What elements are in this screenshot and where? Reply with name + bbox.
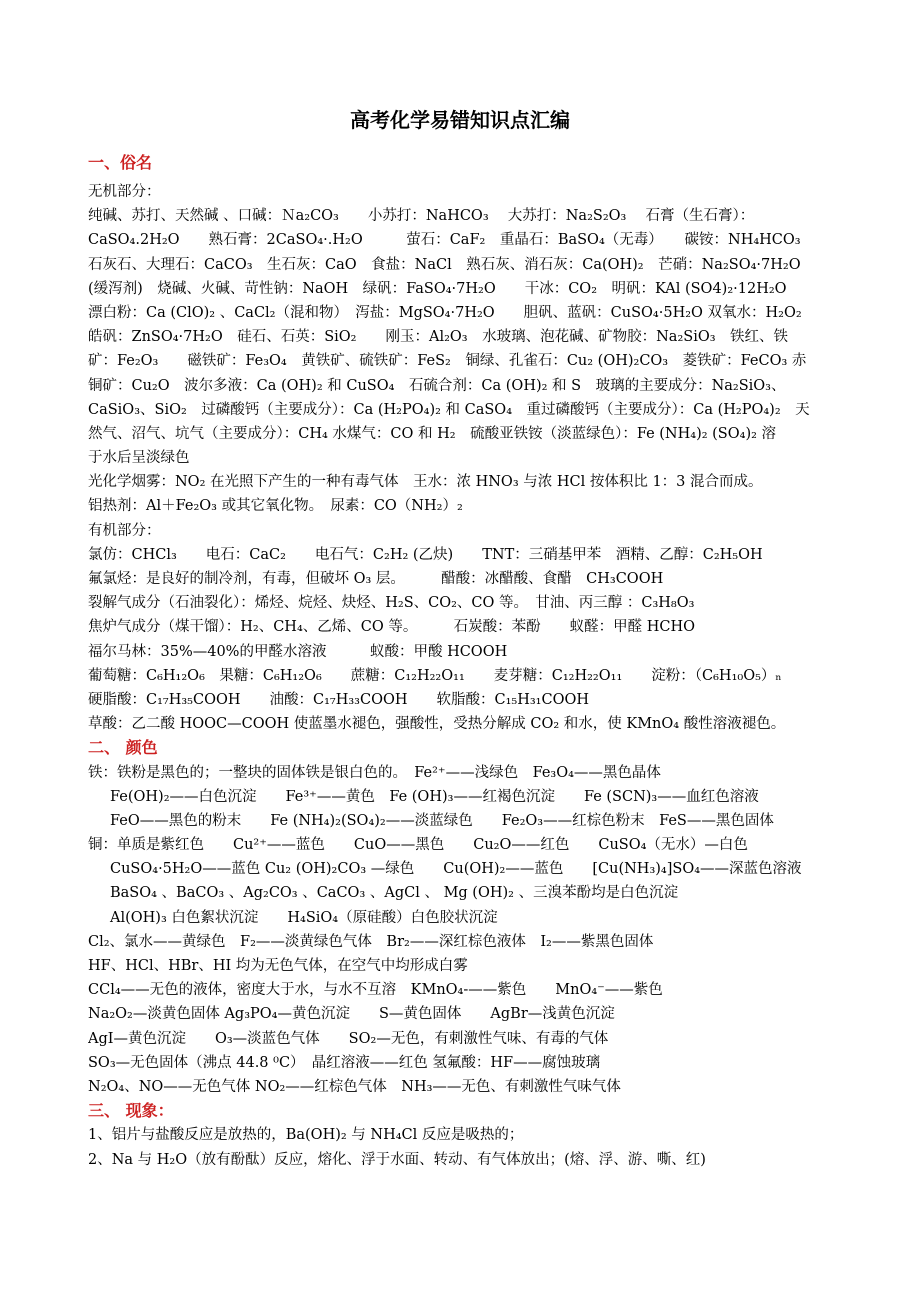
text-line: Fe(OH)₂——白色沉淀 Fe³⁺——黄色 Fe (OH)₃——红褐色沉淀 Fe (SCN)₃——血红色溶液	[110, 788, 759, 805]
text-line: 光化学烟雾：NO₂ 在光照下产生的一种有毒气体 王水：浓 HNO₃ 与浓 HCl 按体积比 1：3 混合而成。	[88, 474, 763, 491]
text-line: 铝热剂：Al＋Fe₂O₃ 或其它氧化物。 尿素：CO（NH₂）₂	[88, 498, 463, 515]
text-line: 铜矿：Cu₂O 波尔多液：Ca (OH)₂ 和 CuSO₄ 石硫合剂：Ca (OH)₂ 和 S 玻璃的主要成分：Na₂SiO₃、	[88, 377, 786, 394]
text-line: 于水后呈淡绿色	[88, 450, 190, 467]
text-line: Na₂O₂—淡黄色固体 Ag₃PO₄—黄色沉淀 S—黄色固体 AgBr—浅黄色沉淀	[88, 1006, 615, 1023]
text-line: 2、Na 与 H₂O（放有酚酞）反应，熔化、浮于水面、转动、有气体放出；(熔、浮、游、嘶、红)	[88, 1151, 706, 1168]
text-line: 焦炉气成分（煤干馏）：H₂、CH₄、乙烯、CO 等。 石炭酸：苯酚 蚁醛：甲醛 HCHO	[88, 619, 695, 636]
text-line: 氟氯烃：是良好的制冷剂，有毒，但破坏 O₃ 层。 醋酸：冰醋酸、食醋 CH₃COOH	[88, 571, 664, 587]
text-line: 草酸：乙二酸 HOOC—COOH 使蓝墨水褪色，强酸性，受热分解成 CO₂ 和水，使 KMnO₄ 酸性溶液褪色。	[88, 716, 786, 733]
text-line: 无机部分：	[88, 184, 161, 200]
section-heading-names: 一、俗名	[88, 153, 153, 172]
text-line: HF、HCl、HBr、HI 均为无色气体，在空气中均形成白雾	[88, 958, 468, 974]
text-line: 铜：单质是紫红色 Cu²⁺——蓝色 CuO——黑色 Cu₂O——红色 CuSO₄（无水）—白色	[88, 837, 748, 854]
text-line: 裂解气成分（石油裂化）：烯烃、烷烃、炔烃、H₂S、CO₂、CO 等。 甘油、丙三醇 ：C₃H₈O₃	[88, 595, 695, 612]
text-line: 皓矾：ZnSO₄·7H₂O 硅石、石英：SiO₂ 刚玉：Al₂O₃ 水玻璃、泡花碱、矿物胶：Na₂SiO₃ 铁红、铁	[88, 329, 789, 346]
text-line: SO₃—无色固体（沸点 44.8 ⁰C） 晶红溶液——红色 氢氟酸：HF——腐蚀玻璃	[88, 1054, 601, 1071]
text-line: CaSiO₃、SiO₂ 过磷酸钙（主要成分）：Ca (H₂PO₄)₂ 和 CaSO₄ 重过磷酸钙（主要成分）：Ca (H₂PO₄)₂ 天	[88, 401, 810, 418]
text-line: AgI—黄色沉淀 O₃—淡蓝色气体 SO₂—无色，有刺激性气味、有毒的气体	[88, 1030, 609, 1047]
text-line: 漂白粉：Ca (ClO)₂ 、CaCl₂（混和物） 泻盐：MgSO₄·7H₂O 胆矾、蓝矾：CuSO₄·5H₂O 双氧水：H₂O₂	[88, 304, 802, 321]
section-heading: 二、 颜色	[88, 738, 158, 758]
text-line: 石灰石、大理石：CaCO₃ 生石灰：CaO 食盐：NaCl 熟石灰、消石灰：Ca(OH)₂ 芒硝：Na₂SO₄·7H₂O	[88, 256, 801, 273]
text-line: 然气、沼气、坑气（主要成分）：CH₄ 水煤气：CO 和 H₂ 硫酸亚铁铵（淡蓝绿色）：Fe (NH₄)₂ (SO₄)₂ 溶	[88, 425, 777, 442]
text-line: Al(OH)₃ 白色絮状沉淀 H₄SiO₄（原硅酸）白色胶状沉淀	[110, 909, 498, 926]
text-line: FeO——黑色的粉末 Fe (NH₄)₂(SO₄)₂——淡蓝绿色 Fe₂O₃——红棕色粉末 FeS——黑色固体	[110, 812, 774, 829]
text-line: CCl₄——无色的液体，密度大于水，与水不互溶 KMnO₄-——紫色 MnO₄⁻——紫色	[88, 982, 663, 999]
section-heading: 三、 现象：	[88, 1101, 174, 1121]
document-body	[88, 180, 868, 1172]
text-line: Cl₂、氯水——黄绿色 F₂——淡黄绿色气体 Br₂——深红棕色液体 I₂——紫黑色固体	[88, 933, 654, 950]
text-line: 硬脂酸：C₁₇H₃₅COOH 油酸：C₁₇H₃₃COOH 软脂酸：C₁₅H₃₁COOH	[88, 691, 590, 708]
text-line: 氯仿：CHCl₃ 电石：CaC₂ 电石气：C₂H₂ (乙炔) TNT：三硝基甲苯 酒精、乙醇：C₂H₅OH	[88, 546, 763, 563]
text-line: 铁：铁粉是黑色的；一整块的固体铁是银白色的。 Fe²⁺——浅绿色 Fe₃O₄——黑色晶体	[88, 764, 661, 781]
text-line: CuSO₄·5H₂O——蓝色 Cu₂ (OH)₂CO₃ —绿色 Cu(OH)₂——蓝色 [Cu(NH₃)₄]SO₄——深蓝色溶液	[110, 861, 802, 878]
text-line: (缓泻剂) 烧碱、火碱、苛性钠：NaOH 绿矾：FaSO₄·7H₂O 干冰：CO₂ 明矾：KAl (SO4)₂·12H₂O	[88, 280, 787, 297]
document-title: 高考化学易错知识点汇编	[350, 108, 570, 132]
text-line: 纯碱、苏打、天然碱 、口碱：Ｎa₂CO₃ 小苏打：NaHCO₃ 大苏打：Na₂S₂O₃ 石膏（生石膏）：	[88, 208, 755, 225]
text-line: 1、铝片与盐酸反应是放热的，Ba(OH)₂ 与 NH₄Cl 反应是吸热的；	[88, 1127, 524, 1144]
text-line: 有机部分：	[88, 522, 161, 539]
text-line: 葡萄糖：C₆H₁₂O₆ 果糖：C₆H₁₂O₆ 蔗糖：C₁₂H₂₂O₁₁ 麦芽糖：C₁₂H₂₂O₁₁ 淀粉：（C₆H₁₀O₅）ₙ	[88, 667, 782, 684]
text-line: CaSO₄.2H₂O 熟石膏：2CaSO₄·.H₂O 萤石：CaF₂ 重晶石：BaSO₄（无毒） 碳铵：NH₄HCO₃	[88, 232, 801, 249]
text-line: 福尔马林：35%—40%的甲醛水溶液 蚁酸：甲酸 HCOOH	[88, 643, 508, 660]
text-line: BaSO₄ 、BaCO₃ 、Ag₂CO₃ 、CaCO₃ 、AgCl 、 Mg (OH)₂ 、三溴苯酚均是白色沉淀	[110, 885, 679, 902]
text-line: N₂O₄、NO——无色气体 NO₂——红棕色气体 NH₃——无色、有刺激性气味气体	[88, 1078, 621, 1095]
text-line: 矿：Fe₂O₃ 磁铁矿：Fe₃O₄ 黄铁矿、硫铁矿：FeS₂ 铜绿、孔雀石：Cu₂ (OH)₂CO₃ 菱铁矿：FeCO₃ 赤	[88, 353, 807, 370]
